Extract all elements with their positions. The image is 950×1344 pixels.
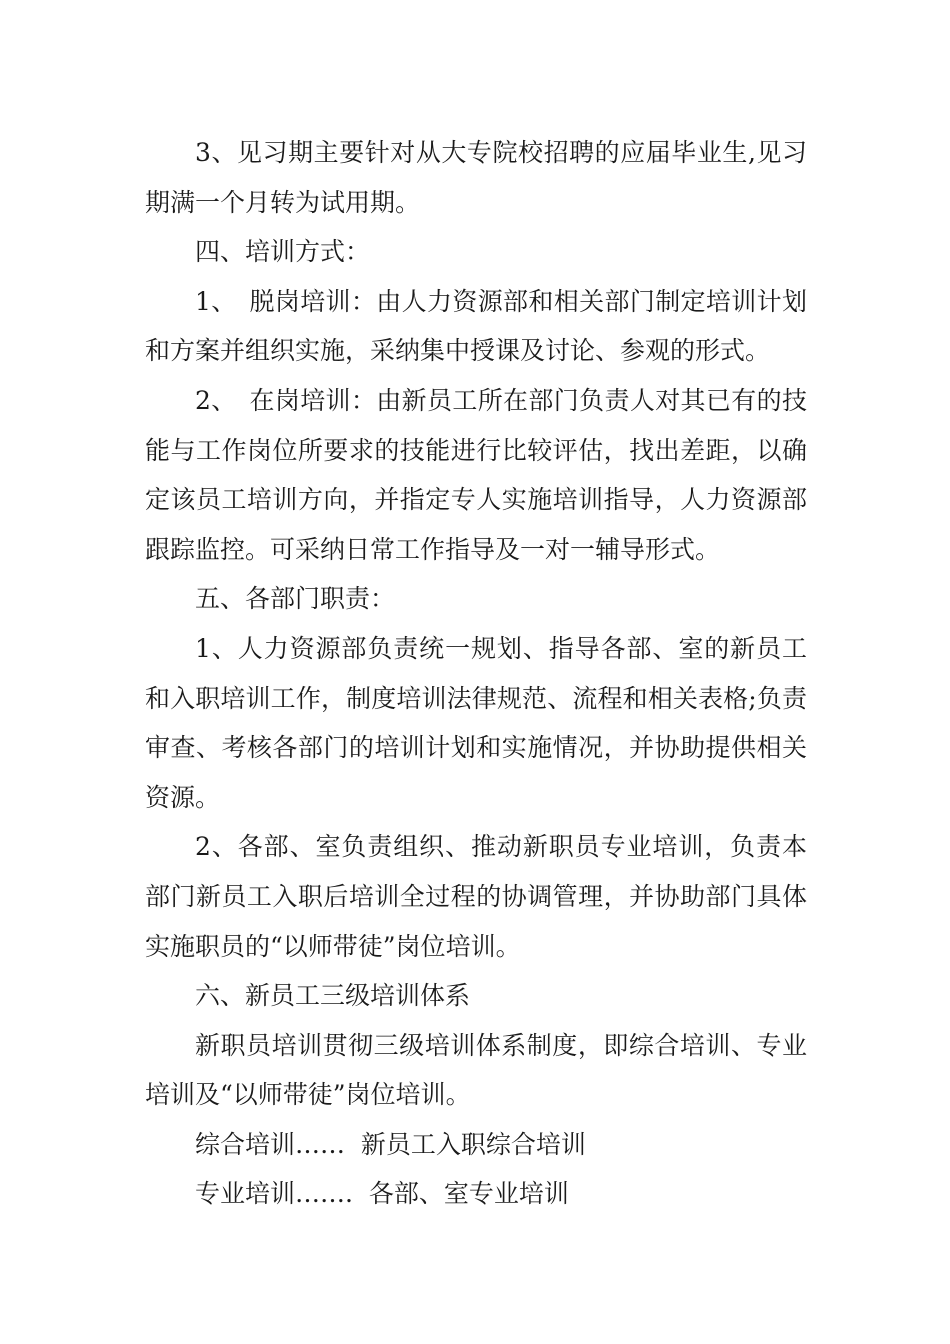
heading-training-methods: 四、培训方式： xyxy=(195,237,371,267)
heading-department-duties: 五、各部门职责： xyxy=(195,584,396,614)
document-body xyxy=(145,128,807,1219)
heading-three-level-system: 六、新员工三级培训体系 xyxy=(195,981,471,1011)
paragraph-probation-internship: 3、见习期主要针对从大专院校招聘的应届毕业生,见习期满一个月转为试用期。 xyxy=(145,138,807,217)
paragraph-hr-duties: 1、人力资源部负责统一规划、指导各部、室的新员工和入职培训工作，制度培训法律规范、流程和相关表格;负责审查、考核各部门的培训计划和实施情况，并协助提供相关资源。 xyxy=(145,633,807,812)
paragraph-three-level-system: 新职员培训贯彻三级培训体系制度，即综合培训、专业培训及“以师带徒”岗位培训。 xyxy=(145,1030,807,1110)
list-line-general-training: 综合培训…… 新员工入职综合培训 xyxy=(195,1129,586,1159)
paragraph-onsite-training: 2、 在岗培训：由新员工所在部门负责人对其已有的技能与工作岗位所要求的技能进行比较评估，找出差距，以确定该员工培训方向，并指定专人实施培训指导，人力资源部跟踪监控。可采纳日常工作指导及一对一辅导形式。 xyxy=(145,385,807,564)
list-line-professional-training: 专业培训……. 各部、室专业培训 xyxy=(195,1179,569,1209)
paragraph-offsite-training: 1、 脱岗培训：由人力资源部和相关部门制定培训计划和方案并组织实施，采纳集中授课及讨论、参观的形式。 xyxy=(145,286,807,366)
paragraph-department-duties: 2、各部、室负责组织、推动新职员专业培训，负责本部门新员工入职后培训全过程的协调管理，并协助部门具体实施职员的“以师带徒”岗位培训。 xyxy=(145,832,807,961)
